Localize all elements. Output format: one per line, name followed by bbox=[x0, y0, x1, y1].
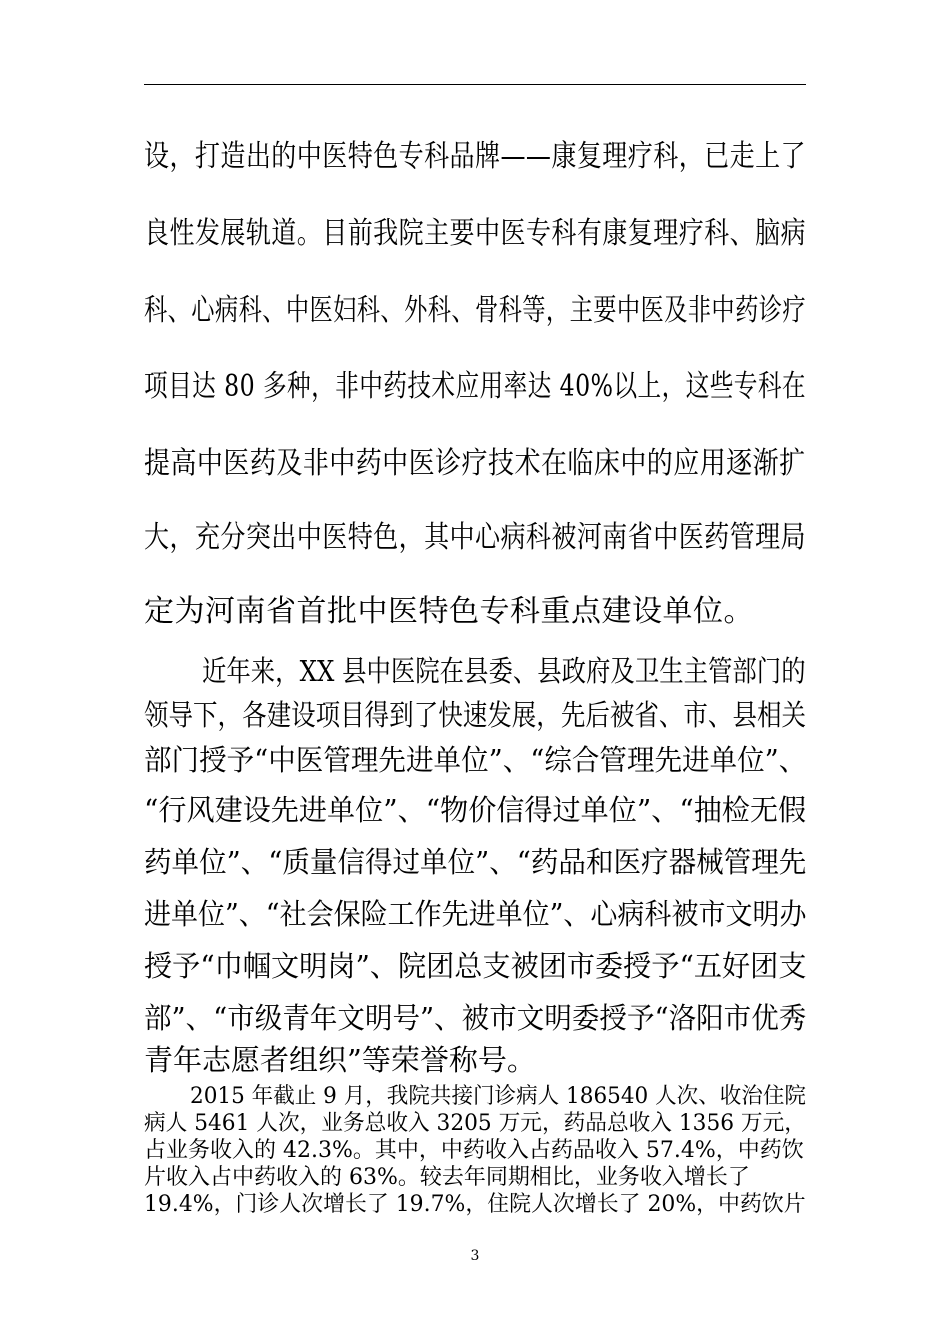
page-number: 3 bbox=[470, 1248, 480, 1264]
text-line: 大，充分突出中医特色，其中心病科被河南省中医药管理局 bbox=[144, 520, 806, 555]
text-line: 项目达 80 多种，非中药技术应用率达 40%以上，这些专科在 bbox=[144, 369, 806, 404]
text-line: 授予“巾帼文明岗”、院团总支被团市委授予“五好团支 bbox=[144, 949, 807, 983]
text-line: 部”、“市级青年文明号”、被市文明委授予“洛阳市优秀 bbox=[144, 1001, 807, 1035]
text-line: 进单位”、“社会保险工作先进单位”、心病科被市文明办 bbox=[144, 897, 807, 931]
text-line: 良性发展轨道。目前我院主要中医专科有康复理疗科、脑病 bbox=[144, 216, 806, 251]
text-line: 部门授予“中医管理先进单位”、“综合管理先进单位”、 bbox=[144, 743, 807, 777]
text-line: 片收入占中药收入的 63%。较去年同期相比，业务收入增长了 bbox=[144, 1165, 750, 1190]
text-line: 设，打造出的中医特色专科品牌——康复理疗科，已走上了 bbox=[144, 139, 806, 174]
text-line: 定为河南省首批中医特色专科重点建设单位。 bbox=[144, 594, 754, 629]
text-line: 药单位”、“质量信得过单位”、“药品和医疗器械管理先 bbox=[144, 845, 807, 879]
text-line: 领导下，各建设项目得到了快速发展，先后被省、市、县相关 bbox=[144, 698, 807, 732]
text-line: 病人 5461 人次，业务总收入 3205 万元，药品总收入 1356 万元， bbox=[144, 1111, 806, 1136]
text-line: 19.4%，门诊人次增长了 19.7%，住院人次增长了 20%，中药饮片 bbox=[144, 1192, 806, 1217]
text-line: 占业务收入的 42.3%。其中，中药收入占药品收入 57.4%，中药饮 bbox=[144, 1138, 804, 1163]
text-line: 青年志愿者组织”等荣誉称号。 bbox=[144, 1043, 536, 1077]
text-line: “行风建设先进单位”、“物价信得过单位”、“抽检无假 bbox=[144, 793, 807, 827]
text-line: 科、心病科、中医妇科、外科、骨科等，主要中医及非中药诊疗 bbox=[144, 293, 806, 328]
text-line: 提高中医药及非中药中医诊疗技术在临床中的应用逐渐扩 bbox=[144, 446, 806, 481]
text-line: 近年来，XX 县中医院在县委、县政府及卫生主管部门的 bbox=[202, 654, 806, 688]
text-line: 2015 年截止 9 月，我院共接门诊病人 186540 人次、收治住院 bbox=[190, 1084, 806, 1109]
header-rule bbox=[144, 84, 806, 85]
